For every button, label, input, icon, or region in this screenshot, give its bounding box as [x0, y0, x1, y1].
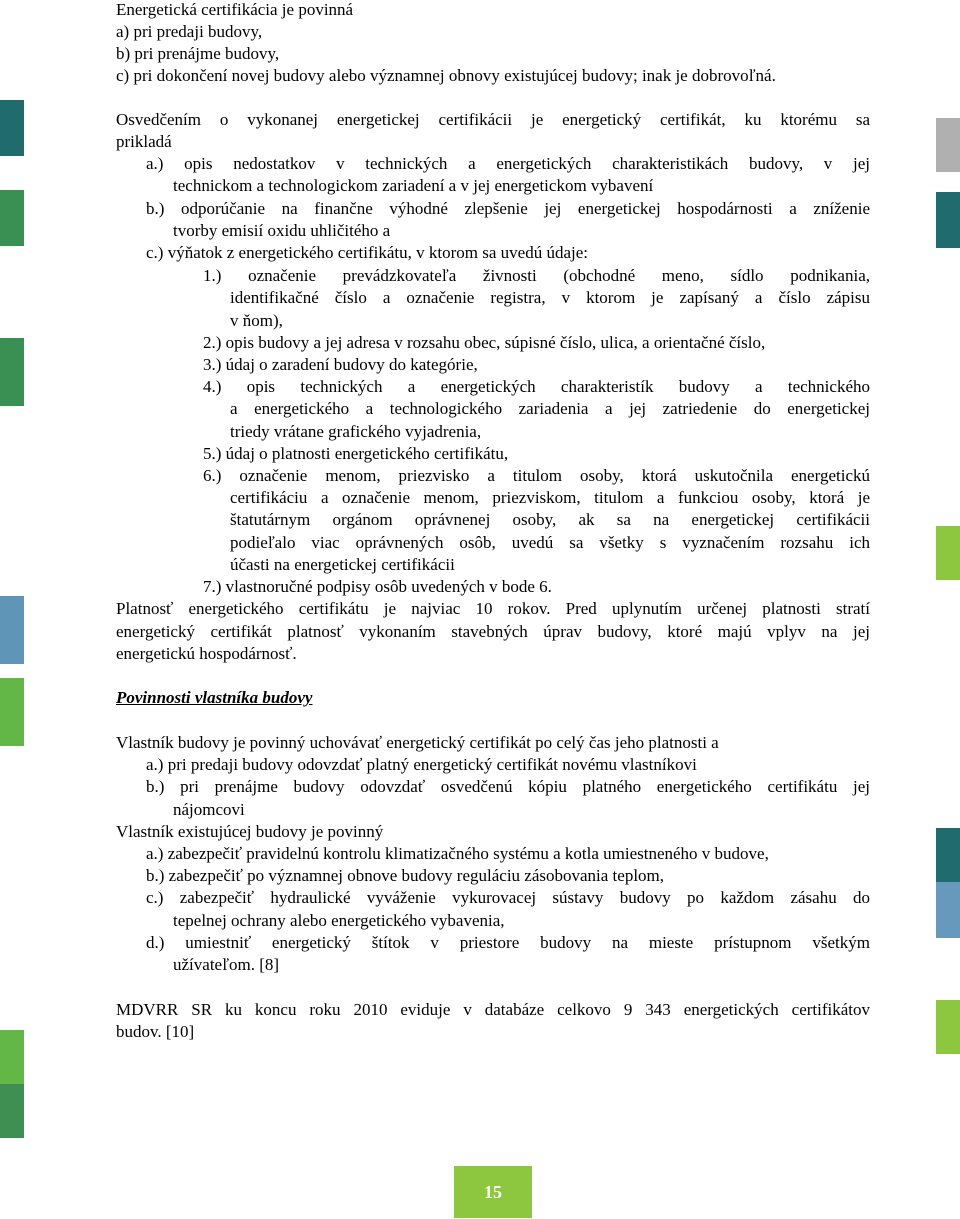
text-line: 4.) opis technických a energetických charakteristík budovy a technického — [203, 377, 870, 396]
left-bar-2 — [0, 190, 24, 246]
left-bar-1 — [0, 100, 24, 156]
text-line: c.) zabezpečiť hydraulické vyváženie vykurovacej sústavy budovy po každom zásahu do — [146, 888, 870, 907]
text-line: a) pri predaji budovy, — [116, 22, 263, 41]
text-line: v ňom), — [230, 311, 283, 330]
text-line: tvorby emisií oxidu uhličitého a — [173, 221, 391, 240]
text-line: MDVRR SR ku koncu roku 2010 eviduje v databáze celkovo 9 343 energetických certifikátov — [116, 1000, 870, 1019]
text-line: certifikáciu a označenie menom, priezviskom, titulom a funkciou osoby, ktorá je — [230, 488, 870, 507]
right-bar-6 — [936, 1000, 960, 1054]
page-number: 15 — [454, 1166, 532, 1218]
text-line: budov. [10] — [116, 1022, 195, 1041]
text-line: b) pri prenájme budovy, — [116, 44, 280, 63]
right-bar-5 — [936, 882, 960, 938]
text-line: identifikačné číslo a označenie registra, v ktorom je zapísaný a číslo zápisu — [230, 288, 870, 307]
text-line: a.) zabezpečiť pravidelnú kontrolu klimatizačného systému a kotla umiestneného v budove, — [146, 844, 769, 863]
left-bar-5 — [0, 678, 24, 746]
text-line: b.) zabezpečiť po významnej obnove budovy reguláciu zásobovania teplom, — [146, 866, 665, 885]
text-line: a.) pri predaji budovy odovzdať platný energetický certifikát novému vlastníkovi — [146, 755, 697, 774]
text-line: Vlastník budovy je povinný uchovávať energetický certifikát po celý čas jeho platnosti a — [116, 733, 719, 752]
right-bar-2 — [936, 192, 960, 248]
left-bar-4 — [0, 596, 24, 664]
left-bar-7 — [0, 1084, 24, 1138]
text-line: Energetická certifikácia je povinná — [116, 0, 354, 19]
text-line: prikladá — [116, 132, 172, 151]
left-bar-6 — [0, 1030, 24, 1084]
text-line: b.) pri prenájme budovy odovzdať osvedčenú kópiu platného energetického certifikátu jej — [146, 777, 870, 796]
section-heading: Povinnosti vlastníka budovy — [116, 688, 313, 707]
right-bar-1 — [936, 118, 960, 172]
text-line: 5.) údaj o platnosti energetického certifikátu, — [203, 444, 509, 463]
text-line: energetický certifikát platnosť vykonaním stavebných úprav budovy, ktoré majú vplyv na jej — [116, 622, 870, 641]
text-line: a.) opis nedostatkov v technických a energetických charakteristikách budovy, v jej — [146, 154, 870, 173]
text-line: b.) odporúčanie na finančne výhodné zlepšenie jej energetickej hospodárnosti a zníženie — [146, 199, 870, 218]
text-line: c) pri dokončení novej budovy alebo významnej obnovy existujúcej budovy; inak je dobrovoľná. — [116, 66, 776, 85]
text-line: Osvedčením o vykonanej energetickej certifikácii je energetický certifikát, ku ktorému sa — [116, 110, 870, 129]
text-line: Platnosť energetického certifikátu je najviac 10 rokov. Pred uplynutím určenej platnosti stratí — [116, 599, 870, 618]
text-line: účasti na energetickej certifikácii — [230, 555, 455, 574]
text-line: 3.) údaj o zaradení budovy do kategórie, — [203, 355, 478, 374]
right-bar-3 — [936, 526, 960, 580]
text-line: užívateľom. [8] — [173, 955, 280, 974]
right-bar-4 — [936, 828, 960, 882]
left-bar-3 — [0, 338, 24, 406]
text-line: 7.) vlastnoručné podpisy osôb uvedených v bode 6. — [203, 577, 552, 596]
text-line: štatutárnym orgánom oprávnenej osoby, ak sa na energetickej certifikácii — [230, 510, 870, 529]
text-line: c.) výňatok z energetického certifikátu, v ktorom sa uvedú údaje: — [146, 243, 588, 262]
text-line: tepelnej ochrany alebo energetického vybavenia, — [173, 911, 505, 930]
text-line: a energetického a technologického zariadenia a jej zatriedenie do energetickej — [230, 399, 870, 418]
text-line: triedy vrátane grafického vyjadrenia, — [230, 422, 482, 441]
text-line: nájomcovi — [173, 800, 245, 819]
text-line: 1.) označenie prevádzkovateľa živnosti (obchodné meno, sídlo podnikania, — [203, 266, 870, 285]
text-line: d.) umiestniť energetický štítok v priestore budovy na mieste prístupnom všetkým — [146, 933, 870, 952]
text-line: podieľalo viac oprávnených osôb, uvedú sa všetky s vyznačením rozsahu ich — [230, 533, 870, 552]
text-line: Vlastník existujúcej budovy je povinný — [116, 822, 384, 841]
text-line: technickom a technologickom zariadení a v jej energetickom vybavení — [173, 176, 654, 195]
text-line: 6.) označenie menom, priezvisko a titulom osoby, ktorá uskutočnila energetickú — [203, 466, 870, 485]
text-line: energetickú hospodárnosť. — [116, 644, 297, 663]
text-line: 2.) opis budovy a jej adresa v rozsahu obec, súpisné číslo, ulica, a orientačné číslo, — [203, 333, 766, 352]
